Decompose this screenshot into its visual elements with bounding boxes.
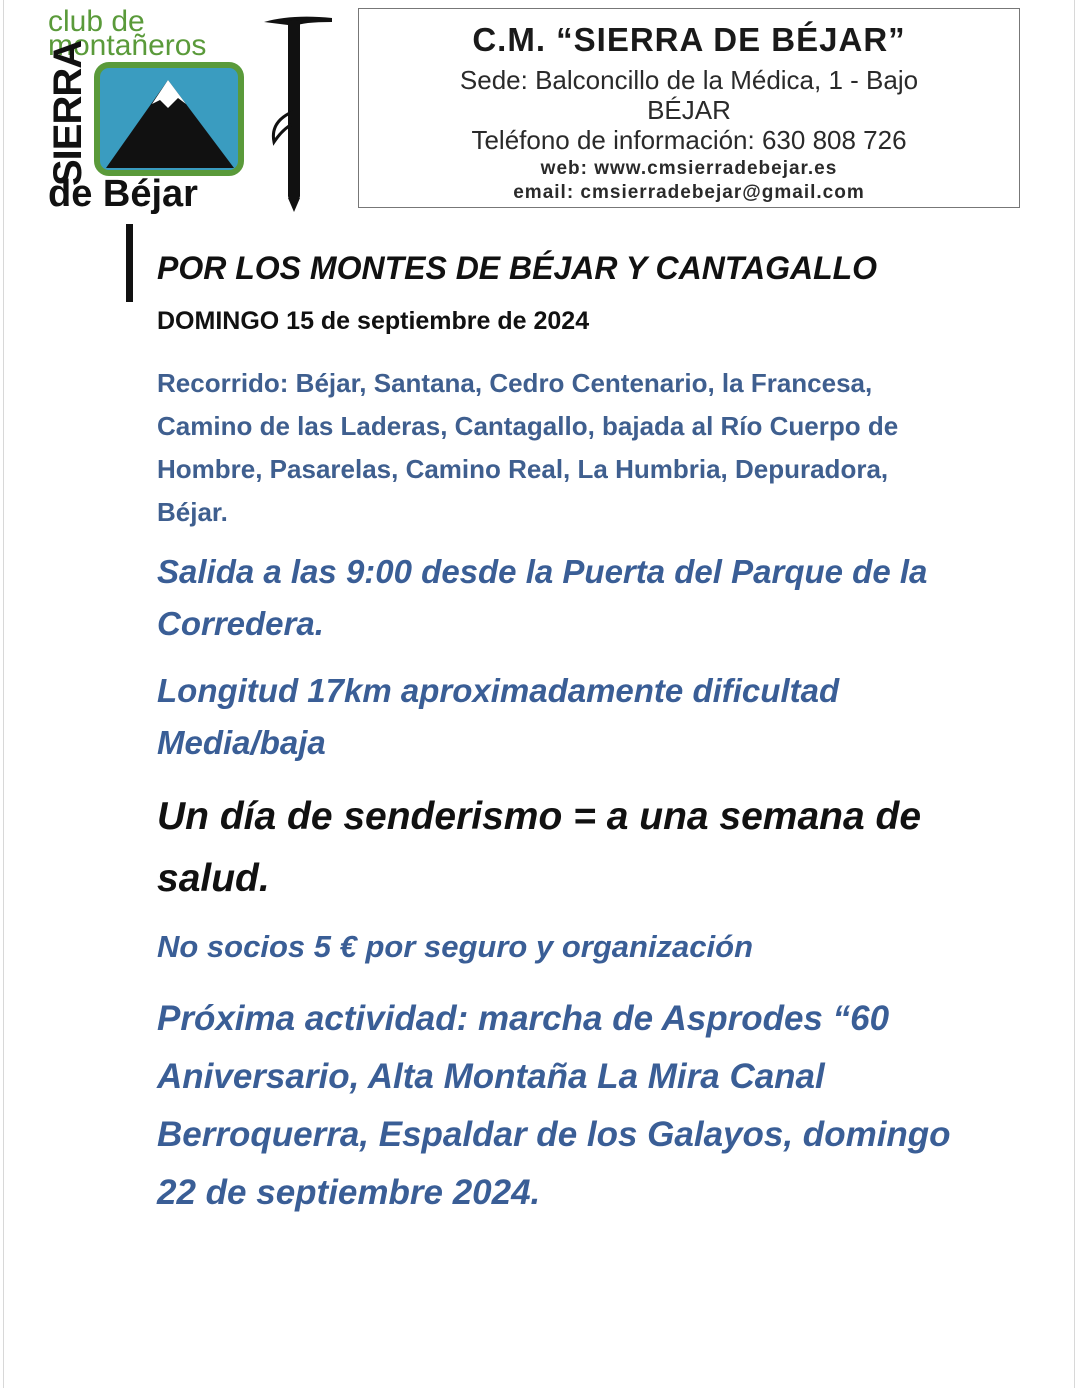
club-address: Sede: Balconcillo de la Médica, 1 - Bajo <box>459 65 919 95</box>
logo-sierra-text: SIERRA <box>46 40 90 186</box>
club-info-box <box>358 8 1020 208</box>
event-motto: Un día de senderismo = a una semana de salud. <box>157 795 922 900</box>
mountain-icon <box>94 62 244 178</box>
event-route: Recorrido: Béjar, Santana, Cedro Centenario, la Francesa, Camino de las Laderas, Cantagallo, bajada al Río Cuerpo de Hombre, Pasarelas, Camino Real, La Humbria, Depuradora, Béjar. <box>157 368 899 527</box>
club-web: web: www.cmsierradebejar.es <box>540 158 838 179</box>
ice-axe-icon <box>262 12 338 212</box>
logo-club-line1: club de <box>48 5 145 38</box>
next-activity: Próxima actividad: marcha de Asprodes “60 Aniversario, Alta Montaña La Mira Canal Berroquerra, Espaldar de los Galayos, domingo 22 de septiembre 2024. <box>157 999 951 1212</box>
event-length: Longitud 17km aproximadamente dificultad Media/baja <box>157 672 840 761</box>
logo-club-line2: montañeros <box>48 29 207 62</box>
event-title: POR LOS MONTES DE BÉJAR Y CANTAGALLO <box>157 250 878 286</box>
event-departure: Salida a las 9:00 desde la Puerta del Parque de la Corredera. <box>157 553 928 642</box>
club-logo <box>40 5 340 218</box>
logo-de-bejar-text: de Béjar <box>48 173 198 215</box>
event-date: DOMINGO 15 de septiembre de 2024 <box>157 307 590 335</box>
club-phone: Teléfono de información: 630 808 726 <box>471 125 907 155</box>
event-price: No socios 5 € por seguro y organización <box>157 929 754 964</box>
club-email: email: cmsierradebejar@gmail.com <box>513 182 865 203</box>
title-accent-bar <box>126 224 133 302</box>
club-city: BÉJAR <box>647 95 731 125</box>
club-name: C.M. “SIERRA DE BÉJAR” <box>472 21 906 58</box>
